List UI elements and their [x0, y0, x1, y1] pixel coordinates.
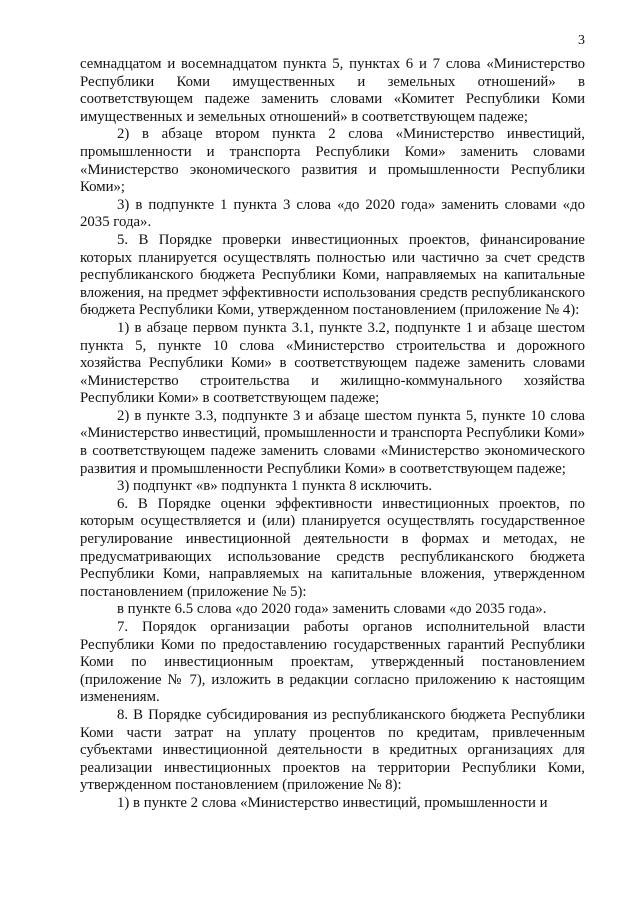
paragraph-continuation: семнадцатом и восемнадцатом пункта 5, пунктах 6 и 7 слова «Министерство Республики Коми имущественных и земельных отношений» в соответствующем падеже заменить словами «Комитет Республики Коми имущественных и земельных отношений» в соответствующем падеже; [80, 56, 585, 125]
page-number: 3 [578, 33, 585, 48]
paragraph-section-5-item-2: 2) в пункте 3.3, подпункте 3 и абзаце шестом пункта 5, пункте 10 слова «Министерство инвестиций, промышленности и транспорта Республики Коми» в соответствующем падеже заменить словами «Министерство экономического развития и промышленности Республики Коми» в соответствующем падеже; [80, 407, 585, 477]
document-body [80, 56, 585, 813]
paragraph-section-8-item-1: 1) в пункте 2 слова «Министерство инвестиций, промышленности и [117, 794, 548, 811]
paragraph-section-7: 7. Порядок организации работы органов исполнительной власти Республики Коми по предоставлению государственных гарантий Республики Коми по инвестиционным проектам, утвержденный постановлением (приложение № 7), изложить в редакции согласно приложению к настоящим изменениям. [80, 619, 585, 706]
paragraph-section-5-item-1: 1) в абзаце первом пункта 3.1, пункте 3.2, подпункте 1 и абзаце шестом пункта 5, пункте 10 слова «Министерство строительства и дорожного хозяйства Республики Коми» в соответствующем падеже заменить словами «Министерство строительства и жилищно-коммунального хозяйства Республики Коми» в соответствующем падеже; [80, 319, 585, 407]
paragraph-section-8: 8. В Порядке субсидирования из республиканского бюджета Республики Коми части затрат на уплату процентов по кредитам, привлеченным субъектами инвестиционной деятельности в кредитных организациях для реализации инвестиционных проектов на территории Республики Коми, утвержденном постановлением (приложение № 8): [80, 706, 585, 794]
paragraph-item-2: 2) в абзаце втором пункта 2 слова «Министерство инвестиций, промышленности и транспорта Республики Коми» заменить словами «Министерство экономического развития и промышленности Республики Коми»; [80, 126, 585, 196]
paragraph-section-6: 6. В Порядке оценки эффективности инвестиционных проектов, по которым осуществляется и (или) планируется осуществлять государственное регулирование инвестиционной деятельности в формах и методах, не предусматривающих использование средств республиканского бюджета Республики Коми, направляемых на капитальные вложения, утвержденном постановлением (приложение № 5): [80, 495, 585, 600]
paragraph-item-3: 3) в подпункте 1 пункта 3 слова «до 2020 года» заменить словами «до 2035 года». [80, 196, 585, 231]
paragraph-section-6-change: в пункте 6.5 слова «до 2020 года» заменить словами «до 2035 года». [117, 601, 547, 618]
paragraph-section-5: 5. В Порядке проверки инвестиционных проектов, финансирование которых планируется осуществлять полностью или частично за счет средств республиканского бюджета Республики Коми, направляемых на капитальные вложения, на предмет эффективности использования средств республиканского бюджета Республики Коми, утвержденном постановлением (приложение № 4): [80, 231, 585, 319]
paragraph-section-5-item-3: 3) подпункт «в» подпункта 1 пункта 8 исключить. [117, 478, 433, 495]
